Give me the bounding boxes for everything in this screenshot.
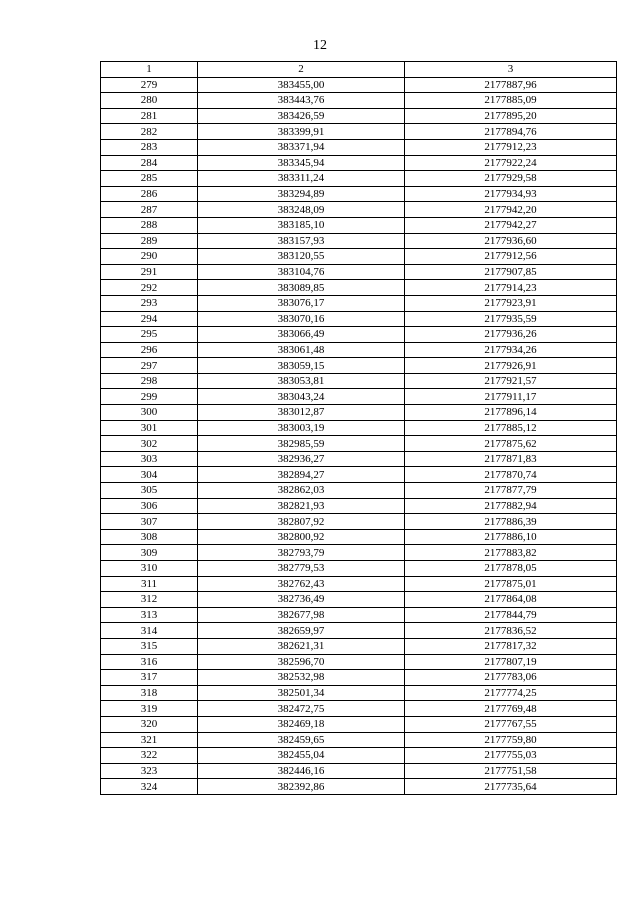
table-row bbox=[101, 264, 617, 280]
point-number-cell: 293 bbox=[101, 295, 198, 311]
x-coordinate-cell: 383012,87 bbox=[198, 405, 405, 421]
y-coordinate-cell: 2177783,06 bbox=[405, 670, 617, 686]
x-coordinate-cell: 383399,91 bbox=[198, 124, 405, 140]
table-row bbox=[101, 327, 617, 343]
table-row bbox=[101, 217, 617, 233]
y-coordinate-cell: 2177870,74 bbox=[405, 467, 617, 483]
point-number-cell: 299 bbox=[101, 389, 198, 405]
x-coordinate-cell: 382862,03 bbox=[198, 483, 405, 499]
y-coordinate-cell: 2177875,62 bbox=[405, 436, 617, 452]
x-coordinate-cell: 383043,24 bbox=[198, 389, 405, 405]
point-number-cell: 311 bbox=[101, 576, 198, 592]
x-coordinate-cell: 383053,81 bbox=[198, 373, 405, 389]
y-coordinate-cell: 2177923,91 bbox=[405, 295, 617, 311]
table-row bbox=[101, 623, 617, 639]
x-coordinate-cell: 382532,98 bbox=[198, 670, 405, 686]
table-row bbox=[101, 358, 617, 374]
point-number-cell: 314 bbox=[101, 623, 198, 639]
y-coordinate-cell: 2177914,23 bbox=[405, 280, 617, 296]
y-coordinate-cell: 2177877,79 bbox=[405, 483, 617, 499]
point-number-cell: 298 bbox=[101, 373, 198, 389]
table-row bbox=[101, 545, 617, 561]
table-row bbox=[101, 280, 617, 296]
table-row bbox=[101, 202, 617, 218]
table-body bbox=[101, 77, 617, 794]
x-coordinate-cell: 383089,85 bbox=[198, 280, 405, 296]
point-number-cell: 285 bbox=[101, 171, 198, 187]
table-row bbox=[101, 638, 617, 654]
y-coordinate-cell: 2177934,26 bbox=[405, 342, 617, 358]
x-coordinate-cell: 383104,76 bbox=[198, 264, 405, 280]
point-number-cell: 316 bbox=[101, 654, 198, 670]
y-coordinate-cell: 2177774,25 bbox=[405, 685, 617, 701]
x-coordinate-cell: 382762,43 bbox=[198, 576, 405, 592]
y-coordinate-cell: 2177878,05 bbox=[405, 561, 617, 577]
page-number: 12 bbox=[313, 38, 327, 53]
x-coordinate-cell: 383061,48 bbox=[198, 342, 405, 358]
x-coordinate-cell: 382659,97 bbox=[198, 623, 405, 639]
point-number-cell: 308 bbox=[101, 529, 198, 545]
y-coordinate-cell: 2177929,58 bbox=[405, 171, 617, 187]
x-coordinate-cell: 383248,09 bbox=[198, 202, 405, 218]
y-coordinate-cell: 2177935,59 bbox=[405, 311, 617, 327]
x-coordinate-cell: 382392,86 bbox=[198, 779, 405, 795]
column-header-1: 1 bbox=[101, 62, 198, 78]
x-coordinate-cell: 383003,19 bbox=[198, 420, 405, 436]
table-row bbox=[101, 93, 617, 109]
point-number-cell: 297 bbox=[101, 358, 198, 374]
table-row bbox=[101, 483, 617, 499]
point-number-cell: 294 bbox=[101, 311, 198, 327]
table-row bbox=[101, 779, 617, 795]
x-coordinate-cell: 382459,65 bbox=[198, 732, 405, 748]
table-row bbox=[101, 295, 617, 311]
table-row bbox=[101, 342, 617, 358]
y-coordinate-cell: 2177922,24 bbox=[405, 155, 617, 171]
y-coordinate-cell: 2177936,26 bbox=[405, 327, 617, 343]
y-coordinate-cell: 2177886,10 bbox=[405, 529, 617, 545]
y-coordinate-cell: 2177844,79 bbox=[405, 607, 617, 623]
y-coordinate-cell: 2177817,32 bbox=[405, 638, 617, 654]
table-row bbox=[101, 576, 617, 592]
x-coordinate-cell: 383345,94 bbox=[198, 155, 405, 171]
y-coordinate-cell: 2177894,76 bbox=[405, 124, 617, 140]
point-number-cell: 292 bbox=[101, 280, 198, 296]
y-coordinate-cell: 2177911,17 bbox=[405, 389, 617, 405]
table-row bbox=[101, 139, 617, 155]
x-coordinate-cell: 382936,27 bbox=[198, 451, 405, 467]
x-coordinate-cell: 382800,92 bbox=[198, 529, 405, 545]
table-row bbox=[101, 451, 617, 467]
y-coordinate-cell: 2177755,03 bbox=[405, 748, 617, 764]
x-coordinate-cell: 383120,55 bbox=[198, 249, 405, 265]
table-row bbox=[101, 716, 617, 732]
x-coordinate-cell: 382677,98 bbox=[198, 607, 405, 623]
x-coordinate-cell: 383157,93 bbox=[198, 233, 405, 249]
table-row bbox=[101, 732, 617, 748]
x-coordinate-cell: 383426,59 bbox=[198, 108, 405, 124]
y-coordinate-cell: 2177912,56 bbox=[405, 249, 617, 265]
y-coordinate-cell: 2177934,93 bbox=[405, 186, 617, 202]
point-number-cell: 320 bbox=[101, 716, 198, 732]
table-header-row bbox=[101, 62, 617, 78]
y-coordinate-cell: 2177885,12 bbox=[405, 420, 617, 436]
y-coordinate-cell: 2177871,83 bbox=[405, 451, 617, 467]
y-coordinate-cell: 2177921,57 bbox=[405, 373, 617, 389]
point-number-cell: 284 bbox=[101, 155, 198, 171]
table-row bbox=[101, 514, 617, 530]
y-coordinate-cell: 2177759,80 bbox=[405, 732, 617, 748]
y-coordinate-cell: 2177864,08 bbox=[405, 592, 617, 608]
point-number-cell: 283 bbox=[101, 139, 198, 155]
point-number-cell: 307 bbox=[101, 514, 198, 530]
x-coordinate-cell: 382455,04 bbox=[198, 748, 405, 764]
y-coordinate-cell: 2177936,60 bbox=[405, 233, 617, 249]
x-coordinate-cell: 383066,49 bbox=[198, 327, 405, 343]
x-coordinate-cell: 382472,75 bbox=[198, 701, 405, 717]
table-row bbox=[101, 311, 617, 327]
point-number-cell: 286 bbox=[101, 186, 198, 202]
table-row bbox=[101, 436, 617, 452]
y-coordinate-cell: 2177885,09 bbox=[405, 93, 617, 109]
y-coordinate-cell: 2177896,14 bbox=[405, 405, 617, 421]
point-number-cell: 310 bbox=[101, 561, 198, 577]
y-coordinate-cell: 2177882,94 bbox=[405, 498, 617, 514]
point-number-cell: 315 bbox=[101, 638, 198, 654]
table-row bbox=[101, 124, 617, 140]
point-number-cell: 321 bbox=[101, 732, 198, 748]
x-coordinate-cell: 382621,31 bbox=[198, 638, 405, 654]
table-row bbox=[101, 607, 617, 623]
table-row bbox=[101, 405, 617, 421]
table-row bbox=[101, 233, 617, 249]
table-row bbox=[101, 685, 617, 701]
point-number-cell: 282 bbox=[101, 124, 198, 140]
point-number-cell: 281 bbox=[101, 108, 198, 124]
point-number-cell: 322 bbox=[101, 748, 198, 764]
x-coordinate-cell: 383070,16 bbox=[198, 311, 405, 327]
point-number-cell: 303 bbox=[101, 451, 198, 467]
x-coordinate-cell: 382821,93 bbox=[198, 498, 405, 514]
y-coordinate-cell: 2177875,01 bbox=[405, 576, 617, 592]
table-row bbox=[101, 748, 617, 764]
point-number-cell: 300 bbox=[101, 405, 198, 421]
y-coordinate-cell: 2177907,85 bbox=[405, 264, 617, 280]
x-coordinate-cell: 383443,76 bbox=[198, 93, 405, 109]
y-coordinate-cell: 2177751,58 bbox=[405, 763, 617, 779]
x-coordinate-cell: 382501,34 bbox=[198, 685, 405, 701]
y-coordinate-cell: 2177836,52 bbox=[405, 623, 617, 639]
point-number-cell: 279 bbox=[101, 77, 198, 93]
x-coordinate-cell: 383311,24 bbox=[198, 171, 405, 187]
point-number-cell: 290 bbox=[101, 249, 198, 265]
point-number-cell: 317 bbox=[101, 670, 198, 686]
y-coordinate-cell: 2177735,64 bbox=[405, 779, 617, 795]
table-row bbox=[101, 77, 617, 93]
x-coordinate-cell: 383076,17 bbox=[198, 295, 405, 311]
table-row bbox=[101, 420, 617, 436]
point-number-cell: 291 bbox=[101, 264, 198, 280]
point-number-cell: 289 bbox=[101, 233, 198, 249]
point-number-cell: 296 bbox=[101, 342, 198, 358]
coordinates-table bbox=[100, 61, 617, 795]
column-header-3: 3 bbox=[405, 62, 617, 78]
table-row bbox=[101, 155, 617, 171]
y-coordinate-cell: 2177769,48 bbox=[405, 701, 617, 717]
point-number-cell: 302 bbox=[101, 436, 198, 452]
point-number-cell: 318 bbox=[101, 685, 198, 701]
table-row bbox=[101, 108, 617, 124]
x-coordinate-cell: 383371,94 bbox=[198, 139, 405, 155]
x-coordinate-cell: 382793,79 bbox=[198, 545, 405, 561]
point-number-cell: 280 bbox=[101, 93, 198, 109]
y-coordinate-cell: 2177807,19 bbox=[405, 654, 617, 670]
table-row bbox=[101, 763, 617, 779]
x-coordinate-cell: 382807,92 bbox=[198, 514, 405, 530]
y-coordinate-cell: 2177926,91 bbox=[405, 358, 617, 374]
point-number-cell: 313 bbox=[101, 607, 198, 623]
point-number-cell: 295 bbox=[101, 327, 198, 343]
table-row bbox=[101, 498, 617, 514]
x-coordinate-cell: 383294,89 bbox=[198, 186, 405, 202]
point-number-cell: 288 bbox=[101, 217, 198, 233]
point-number-cell: 323 bbox=[101, 763, 198, 779]
x-coordinate-cell: 383455,00 bbox=[198, 77, 405, 93]
point-number-cell: 324 bbox=[101, 779, 198, 795]
column-header-2: 2 bbox=[198, 62, 405, 78]
table-row bbox=[101, 373, 617, 389]
y-coordinate-cell: 2177767,55 bbox=[405, 716, 617, 732]
x-coordinate-cell: 382596,70 bbox=[198, 654, 405, 670]
y-coordinate-cell: 2177883,82 bbox=[405, 545, 617, 561]
y-coordinate-cell: 2177887,96 bbox=[405, 77, 617, 93]
x-coordinate-cell: 382894,27 bbox=[198, 467, 405, 483]
y-coordinate-cell: 2177942,27 bbox=[405, 217, 617, 233]
x-coordinate-cell: 382446,16 bbox=[198, 763, 405, 779]
point-number-cell: 305 bbox=[101, 483, 198, 499]
point-number-cell: 312 bbox=[101, 592, 198, 608]
x-coordinate-cell: 383059,15 bbox=[198, 358, 405, 374]
table-row bbox=[101, 467, 617, 483]
table-row bbox=[101, 529, 617, 545]
point-number-cell: 304 bbox=[101, 467, 198, 483]
point-number-cell: 306 bbox=[101, 498, 198, 514]
x-coordinate-cell: 382779,53 bbox=[198, 561, 405, 577]
y-coordinate-cell: 2177912,23 bbox=[405, 139, 617, 155]
y-coordinate-cell: 2177942,20 bbox=[405, 202, 617, 218]
table-row bbox=[101, 670, 617, 686]
table-row bbox=[101, 249, 617, 265]
point-number-cell: 301 bbox=[101, 420, 198, 436]
x-coordinate-cell: 382469,18 bbox=[198, 716, 405, 732]
table-row bbox=[101, 186, 617, 202]
point-number-cell: 287 bbox=[101, 202, 198, 218]
table-row bbox=[101, 561, 617, 577]
y-coordinate-cell: 2177886,39 bbox=[405, 514, 617, 530]
table-row bbox=[101, 701, 617, 717]
x-coordinate-cell: 382736,49 bbox=[198, 592, 405, 608]
table-row bbox=[101, 171, 617, 187]
point-number-cell: 319 bbox=[101, 701, 198, 717]
x-coordinate-cell: 383185,10 bbox=[198, 217, 405, 233]
table-row bbox=[101, 654, 617, 670]
table-row bbox=[101, 389, 617, 405]
point-number-cell: 309 bbox=[101, 545, 198, 561]
x-coordinate-cell: 382985,59 bbox=[198, 436, 405, 452]
table-row bbox=[101, 592, 617, 608]
y-coordinate-cell: 2177895,20 bbox=[405, 108, 617, 124]
